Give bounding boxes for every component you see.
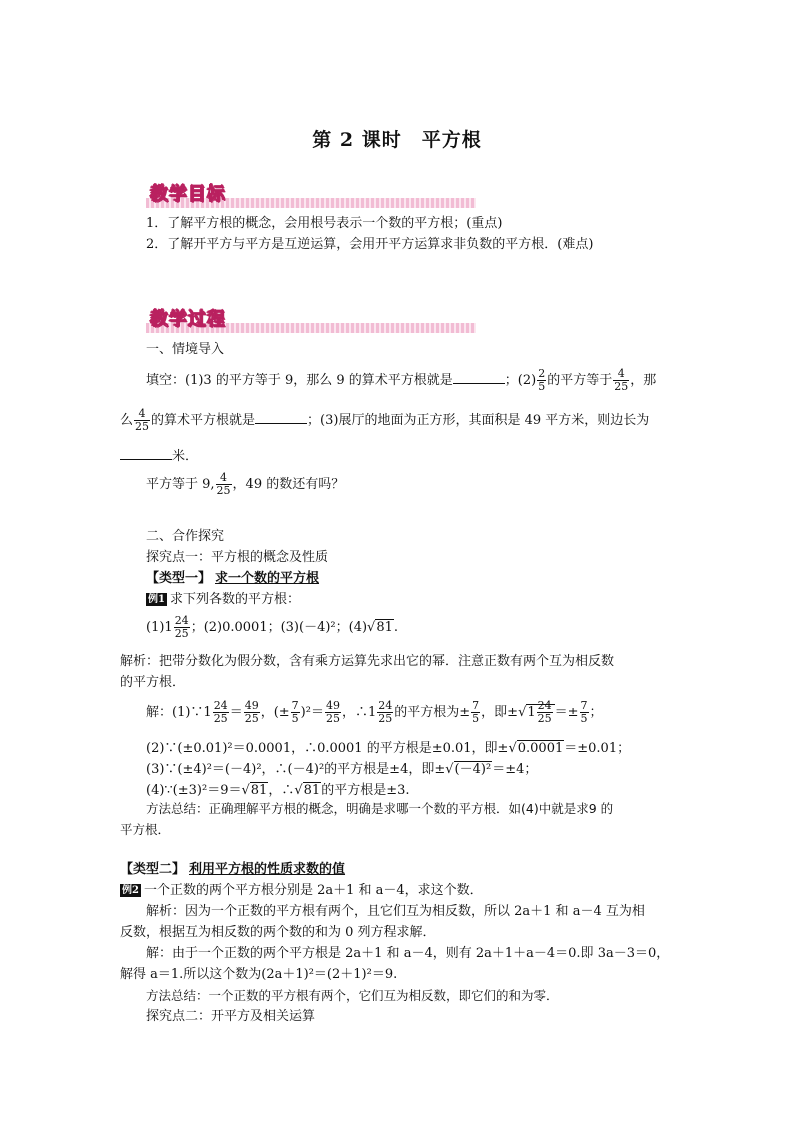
answer-blank xyxy=(255,411,307,424)
fraction: $\frac{7}{5}$ xyxy=(580,699,588,725)
banner-label: 教学过程 xyxy=(150,309,226,330)
text: ，∴1 xyxy=(341,705,377,720)
method-summary: 方法总结：一个正数的平方根有两个，它们互为相反数，即它们的和为零． xyxy=(146,988,559,1003)
type-title: 利用平方根的性质求数的值 xyxy=(189,862,346,877)
text: 么 xyxy=(120,413,134,428)
radicand: 81 xyxy=(250,783,268,798)
text: 的平方根是±3. xyxy=(321,783,410,798)
solution-line: (2)∵(±0.01)²＝0.0001，∴0.0001 的平方根是±0.01，即±√0.0001＝±0.01； xyxy=(146,741,631,756)
text: ；(2) xyxy=(504,373,537,388)
fraction: $\frac{24}{25}$ xyxy=(378,699,393,725)
text: ＝±4； xyxy=(492,762,538,777)
solution-line: 解：由于一个正数的两个平方根是 2a＋1 和 a－4，则有 2a＋1＋a－4＝0.即 3a－3＝0， xyxy=(146,946,670,961)
text: 的平方根为± xyxy=(394,705,471,720)
text: 米． xyxy=(172,449,199,464)
analysis-line: 的平方根． xyxy=(120,675,186,690)
text: ＝± xyxy=(554,705,579,720)
radicand: 81 xyxy=(303,783,321,798)
fraction: $\frac{24}{25}$ xyxy=(537,699,552,725)
analysis-line: 解析：因为一个正数的平方根有两个，且它们互为相反数，所以 2a＋1 和 a－4 互为相 xyxy=(146,904,645,919)
text: ，那 xyxy=(630,373,657,388)
type-title: 求一个数的平方根 xyxy=(215,571,320,586)
example-2 xyxy=(120,882,483,900)
radicand: (－4)² xyxy=(454,762,492,777)
fraction: $\frac{49}{25}$ xyxy=(244,699,259,725)
method-summary: 方法总结：正确理解平方根的概念，明确是求哪一个数的平方根．如(4)中就是求9 的 xyxy=(146,801,614,816)
type-heading xyxy=(120,861,345,879)
solution-line: 解得 a＝1.所以这个数为(2a＋1)²＝(2＋1)²＝9. xyxy=(120,967,398,982)
text: 解：(1)∵1 xyxy=(146,705,212,720)
type-tag: 【类型一】 xyxy=(146,571,212,586)
text: ，49 的数还有吗？ xyxy=(232,477,345,492)
analysis-line: 解析：把带分数化为假分数，含有乘方运算先求出它的幂．注意正数有两个互为相反数 xyxy=(120,654,615,669)
text: ；(3)展厅的地面为正方形，其面积是 49 平方米，则边长为 xyxy=(307,413,650,428)
section-banner-goals xyxy=(146,180,476,208)
example-badge: 例2 xyxy=(122,885,139,896)
fraction: $\frac{7}{5}$ xyxy=(291,699,299,725)
solution-line: (4)∵(±3)²＝9＝√81，∴√81的平方根是±3. xyxy=(146,783,410,798)
text: 的平方等于 xyxy=(547,373,613,388)
solution-line: (3)∵(±4)²＝(－4)²，∴(－4)²的平方根是±4，即±√(－4)²＝±4； xyxy=(146,762,538,777)
text: (3)∵(±4)²＝(－4)²，∴(－4)²的平方根是±4，即± xyxy=(146,762,446,777)
example-badge: 例1 xyxy=(148,594,165,605)
goal-item: 1．了解平方根的概念，会用根号表示一个数的平方根；(重点) xyxy=(146,216,503,231)
banner-label: 教学目标 xyxy=(150,184,226,205)
fraction: $\frac{24}{25}$ xyxy=(213,699,228,725)
text: (2)∵(±0.01)²＝0.0001，∴0.0001 的平方根是±0.01，即± xyxy=(146,741,509,756)
text: 一个正数的两个平方根分别是 2a＋1 和 a－4，求这个数． xyxy=(143,883,483,898)
example-1 xyxy=(146,591,300,609)
text: 的算术平方根就是 xyxy=(151,413,256,428)
text: 平方等于 9, xyxy=(146,477,215,492)
analysis-line: 反数，根据互为相反数的两个数的和为 0 列方程求解． xyxy=(120,925,436,940)
intro-line-2 xyxy=(120,408,649,433)
solution-line: 解：(1)∵1 $\frac{24}{25}$ ＝ $\frac{49}{25}$ ，(± $\frac{7}{5}$ )²＝ $\frac{49}{25}$ ，∴1 $\frac{24}{25}$ 的平方根为± $\frac{7}{5}$ ，即±√1 $\frac{24}{25}$ ＝± $\frac{7}{5}$ ； xyxy=(146,699,603,725)
type-tag: 【类型二】 xyxy=(120,862,186,877)
text: ；(2)0.0001；(3)(－4)²；(4) xyxy=(190,620,368,635)
text: ； xyxy=(589,705,603,720)
intro-line-3 xyxy=(120,445,198,464)
text: ，即± xyxy=(481,705,519,720)
text: (1)1 xyxy=(146,620,173,635)
goal-item: 2．了解开平方与平方是互逆运算，会用开平方运算求非负数的平方根．(难点) xyxy=(146,237,594,252)
fraction: $\frac{24}{25}$ xyxy=(174,614,189,640)
method-summary: 平方根． xyxy=(120,822,171,837)
intro-line-1 xyxy=(146,368,656,393)
section-heading: 一、情境导入 xyxy=(146,342,225,357)
fraction: $\frac{7}{5}$ xyxy=(472,699,480,725)
answer-blank xyxy=(453,371,505,384)
text: (4)∵(±3)²＝9＝ xyxy=(146,783,242,798)
text: ，∴ xyxy=(268,783,295,798)
text: 求下列各数的平方根： xyxy=(169,592,300,607)
fraction: $\frac{4}{25}$ xyxy=(216,471,231,497)
text: ＝ xyxy=(229,705,243,720)
text: . xyxy=(393,620,399,635)
text: 填空：(1)3 的平方等于 9，那么 9 的算术平方根就是 xyxy=(146,373,453,388)
fraction: $\frac{2}{5}$ xyxy=(538,367,546,393)
type-heading xyxy=(146,570,319,588)
section-heading: 二、合作探究 xyxy=(146,529,225,544)
section-banner-process xyxy=(146,305,476,333)
radicand: 1 $\frac{24}{25}$ xyxy=(526,704,554,720)
explore-point: 探究点二：开平方及相关运算 xyxy=(146,1009,316,1024)
fraction: $\frac{4}{25}$ xyxy=(135,407,150,433)
fraction: $\frac{49}{25}$ xyxy=(325,699,340,725)
page-title: 第 2 课时 平方根 xyxy=(312,129,482,151)
explore-point: 探究点一：平方根的概念及性质 xyxy=(146,550,329,565)
radicand: 0.0001 xyxy=(517,741,564,756)
text: ，(± xyxy=(260,705,290,720)
intro-question xyxy=(146,472,344,497)
text: )²＝ xyxy=(300,705,324,720)
example-1-items: (1)1 $\frac{24}{25}$ ；(2)0.0001；(3)(－4)²；(4)√81. xyxy=(146,614,399,640)
text: ＝±0.01； xyxy=(564,741,631,756)
fraction: $\frac{4}{25}$ xyxy=(614,367,629,393)
answer-blank xyxy=(120,447,172,460)
radicand: 81 xyxy=(376,620,393,635)
